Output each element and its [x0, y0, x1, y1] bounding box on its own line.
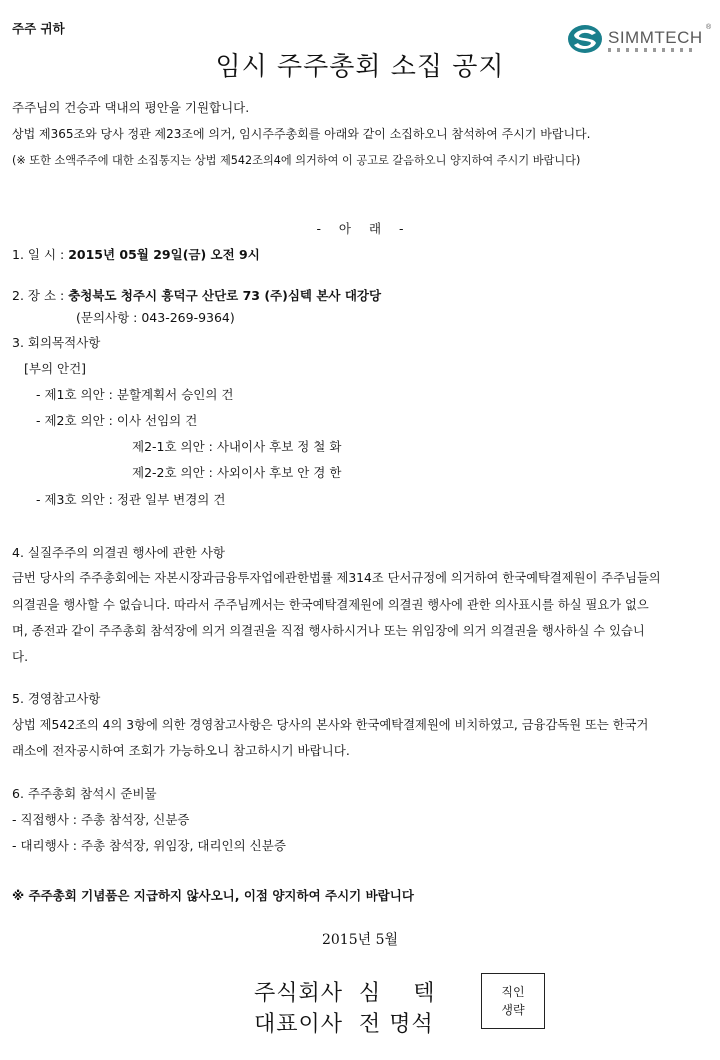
greeting-line: 주주님의 건승과 댁내의 평안을 기원합니다. — [12, 100, 250, 115]
seal-text: 직인 — [501, 985, 525, 999]
agenda-heading: 3. 회의목적사항 — [12, 335, 101, 350]
place-value: 충청북도 청주시 흥덕구 산단로 73 (주)심텍 본사 대강당 — [68, 288, 382, 303]
section-heading: 5. 경영참고사항 — [12, 691, 101, 706]
meeting-place-row — [12, 286, 381, 304]
intro-line: 상법 제365조와 당사 정관 제23조에 의거, 임시주주총회를 아래와 같이 소집하오니 참석하여 주시기 바랍니다. — [12, 127, 591, 141]
contact-info: (문의사항 : 043-269-9364) — [76, 310, 235, 325]
list-item: - 대리행사 : 주총 참석장, 위임장, 대리인의 신분증 — [12, 838, 286, 853]
paragraph-line: 상법 제542조의 4의 3항에 의한 경영참고사항은 당사의 본사와 한국예탁결제원에 비치하였고, 금융감독원 또는 한국거 — [12, 718, 649, 732]
agenda-subitem: 제2-2호 의안 : 사외이사 후보 안 경 한 — [132, 465, 342, 480]
page-title: 임시 주주총회 소집 공지 — [215, 52, 505, 82]
intro-note: (※ 또한 소액주주에 대한 소집통지는 상법 제542조의4에 의거하여 이 공고로 갈음하오니 양지하여 주시기 바랍니다) — [12, 154, 581, 167]
place-label: 2. 장 소 : — [12, 288, 69, 303]
datetime-value: 2015년 05월 29일(금) 오전 9시 — [68, 247, 260, 262]
agenda-item: - 제1호 의안 : 분할계획서 승인의 건 — [36, 387, 234, 402]
addressee: 주주 귀하 — [12, 21, 65, 36]
paragraph-line: 며, 종전과 같이 주주총회 참석장에 의거 의결권을 직접 행사하시거나 또는 위임장에 의거 의결권을 행사하실 수 있습니 — [12, 624, 645, 638]
below-marker: - 아 래 - — [316, 221, 404, 236]
logo-wordmark: SIMMTECH — [608, 28, 703, 47]
seal-text: 생략 — [501, 1003, 525, 1017]
paragraph-line: 래소에 전자공시하여 조회가 가능하오니 참고하시기 바랍니다. — [12, 743, 350, 758]
paragraph-line: 의결권을 행사할 수 없습니다. 따라서 주주님께서는 한국예탁결제원에 의결권 행사에 관한 의사표시를 하실 필요가 없으 — [12, 598, 649, 612]
agenda-item: - 제3호 의안 : 정관 일부 변경의 건 — [36, 492, 226, 507]
paragraph-line: 다. — [12, 649, 29, 664]
souvenir-notice: ※ 주주총회 기념품은 지급하지 않사오니, 이점 양지하여 주시기 바랍니다 — [12, 888, 414, 903]
list-item: - 직접행사 : 주총 참석장, 신분증 — [12, 812, 190, 827]
agenda-subitem: 제2-1호 의안 : 사내이사 후보 정 철 화 — [132, 439, 342, 454]
section-heading: 4. 실질주주의 의결권 행사에 관한 사항 — [12, 545, 225, 560]
seal-box — [481, 973, 545, 1029]
agenda-item: - 제2호 의안 : 이사 선임의 건 — [36, 413, 198, 428]
meeting-datetime-row — [12, 245, 260, 263]
ceo-name: 대표이사 전 명석 — [254, 1012, 434, 1037]
datetime-label: 1. 일 시 : — [12, 247, 69, 262]
paragraph-line: 금번 당사의 주주총회에는 자본시장과금융투자업에관한법률 제314조 단서규정에 의거하여 한국예탁결제원이 주주님들의 — [12, 571, 661, 585]
section-heading: 6. 주주총회 참석시 준비물 — [12, 786, 157, 801]
registered-mark: ® — [706, 24, 712, 31]
notice-date: 2015년 5월 — [321, 932, 399, 948]
company-name: 주식회사 심 텍 — [254, 981, 436, 1006]
agenda-subheading: [부의 안건] — [24, 361, 87, 376]
